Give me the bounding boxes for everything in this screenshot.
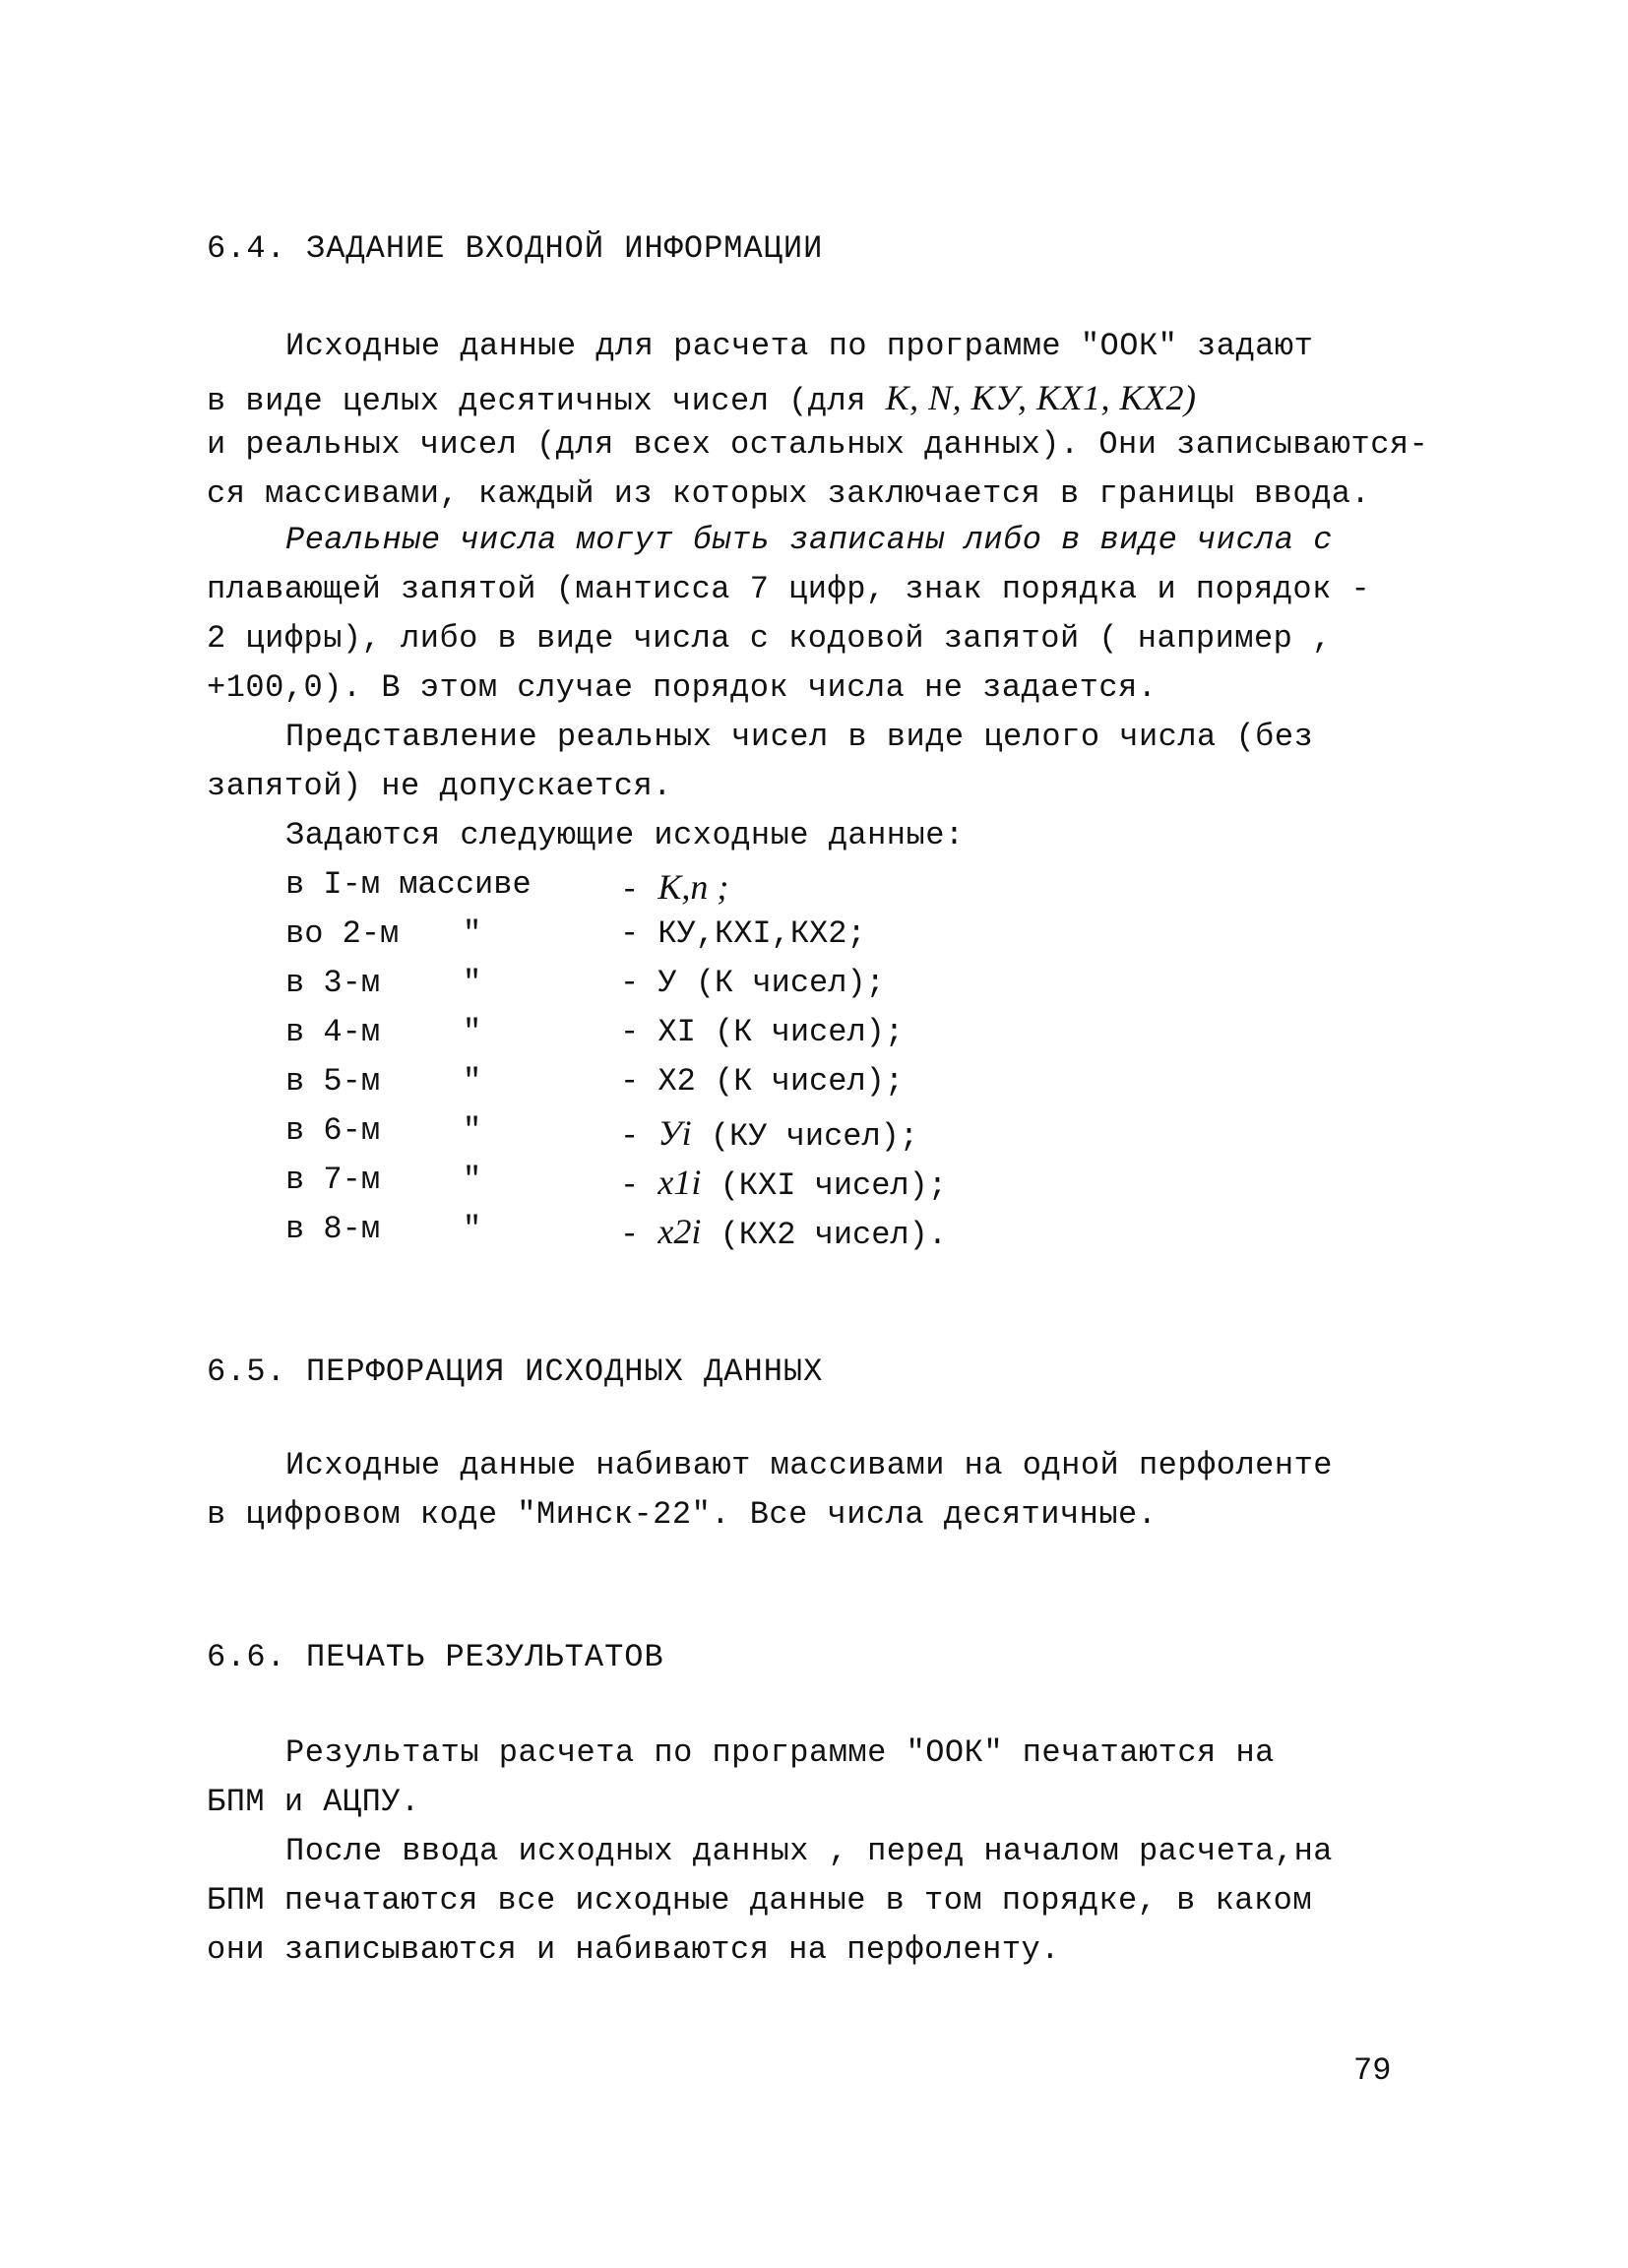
array-content: - K,n ; [620, 867, 729, 909]
paragraph-line: БПМ печатаются все исходные данные в том порядке, в каком [207, 1882, 1313, 1919]
array-content: - ХI (К чисел); [620, 1014, 905, 1050]
array-label: в 6-м [285, 1112, 381, 1149]
section-6-5-title: 6.5. ПЕРФОРАЦИЯ ИСХОДНЫХ ДАННЫХ [207, 1354, 824, 1390]
paragraph-line: После ввода исходных данных , перед началом расчета,на [285, 1833, 1333, 1869]
paragraph-line: 2 цифры), либо в виде числа с кодовой запятой ( например , [207, 620, 1332, 657]
paragraph-line: Исходные данные набивают массивами на одной перфоленте [285, 1447, 1333, 1483]
array-content: - Уi (КУ чисел); [620, 1113, 919, 1155]
paragraph-line [207, 377, 1197, 419]
array-label: в 8-м [285, 1211, 381, 1247]
paragraph-line: в цифровом коде "Минск-22". Все числа десятичные. [207, 1496, 1158, 1533]
ditto-mark: " [463, 1014, 482, 1050]
paragraph-line: плавающей запятой (мантисса 7 цифр, знак порядка и порядок - [207, 571, 1371, 607]
paragraph-line: +100,0). В этом случае порядок числа не задается. [207, 669, 1158, 706]
section-6-4-title: 6.4. ЗАДАНИЕ ВХОДНОЙ ИНФОРМАЦИИ [207, 230, 824, 267]
paragraph-line: ся массивами, каждый из которых заключается в границы ввода. [207, 475, 1371, 512]
ditto-mark: " [463, 915, 482, 952]
array-label: в 5-м [285, 1063, 381, 1100]
array-label: во 2-м [285, 915, 400, 952]
array-content: - x2i (КХ2 чисел). [620, 1212, 948, 1253]
page-number: 79 [1353, 2052, 1392, 2089]
paragraph-line: Реальные числа могут быть записаны либо в виде числа с [285, 522, 1333, 558]
array-label: в 7-м [285, 1162, 381, 1198]
ditto-mark: " [463, 1211, 482, 1247]
array-label: в 3-м [285, 965, 381, 1001]
ditto-mark: " [463, 965, 482, 1001]
array-content: - Х2 (К чисел); [620, 1063, 905, 1100]
paragraph-line: и реальных чисел (для всех остальных данных). Они записываются- [207, 426, 1429, 463]
paragraph-line: Результаты расчета по программе "ООК" печатаются на [285, 1734, 1275, 1771]
paragraph-line: запятой) не допускается. [207, 768, 672, 804]
ditto-mark: " [463, 1112, 482, 1149]
paragraph-line: Задаются следующие исходные данные: [285, 817, 965, 853]
paragraph-line: они записываются и набиваются на перфоленту. [207, 1931, 1060, 1968]
array-content: - КУ,КХI,КХ2; [620, 915, 866, 952]
paragraph-line: Представление реальных чисел в виде целого числа (без [285, 719, 1314, 755]
section-6-6-title: 6.6. ПЕЧАТЬ РЕЗУЛЬТАТОВ [207, 1639, 664, 1675]
ditto-mark: " [463, 1063, 482, 1100]
array-content: - У (К чисел); [620, 965, 885, 1001]
paragraph-line: Исходные данные для расчета по программе "ООК" задают [285, 328, 1314, 364]
paragraph-text: в виде целых десятичных чисел (для [207, 383, 886, 419]
variable-list: K, N, KУ, KX1, KX2) [885, 378, 1197, 417]
paragraph-line: БПМ и АЦПУ. [207, 1784, 420, 1820]
array-label: в I-м массиве [285, 866, 532, 903]
ditto-mark: " [463, 1162, 482, 1198]
array-content: - x1i (КХI чисел); [620, 1163, 948, 1204]
array-label: в 4-м [285, 1014, 381, 1050]
